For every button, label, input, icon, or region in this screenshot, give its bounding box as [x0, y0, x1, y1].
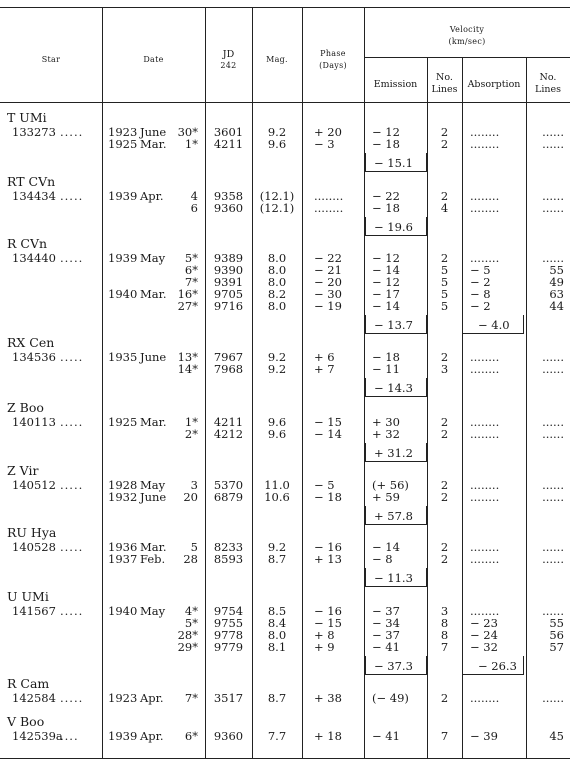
obs-absorption: ........ [470, 362, 500, 376]
obs-mag: 9.6 [267, 415, 287, 429]
obs-emission-lines: 5 [440, 263, 449, 277]
leader-dots: ..... [60, 415, 84, 429]
mean-emission: − 11.3 [374, 571, 413, 585]
obs-jd: 3601 [213, 125, 244, 139]
obs-mag: 7.7 [267, 729, 287, 743]
mean-absorption: − 26.3 [478, 659, 517, 673]
obs-phase: ........ [314, 189, 344, 203]
obs-emission: − 17 [372, 287, 400, 301]
obs-jd: 6879 [213, 490, 244, 504]
obs-day: 3 [190, 478, 198, 492]
obs-jd: 9391 [213, 275, 244, 289]
obs-emission-lines: 2 [440, 427, 449, 441]
obs-day: 16* [177, 287, 198, 301]
obs-year: 1925 [108, 137, 138, 151]
obs-emission: − 8 [372, 552, 393, 566]
obs-mag: 8.7 [267, 691, 287, 705]
obs-day: 30* [177, 125, 198, 139]
obs-emission-lines: 5 [440, 287, 449, 301]
obs-day: 6 [190, 201, 198, 215]
header-velocity-sub: (km/sec) [448, 37, 486, 46]
obs-absorption: ........ [470, 427, 500, 441]
obs-absorption-lines: ...... [542, 189, 564, 203]
obs-phase: + 7 [314, 362, 335, 376]
obs-month: May [140, 251, 166, 265]
obs-phase: − 16 [314, 540, 342, 554]
top-rule [0, 7, 570, 8]
mean-emission: − 14.3 [374, 381, 413, 395]
header-mag: Mag. [266, 55, 288, 64]
header-phase-sub: (Days) [319, 61, 347, 70]
obs-month: May [140, 478, 166, 492]
obs-emission-lines: 2 [440, 478, 449, 492]
obs-absorption: − 32 [470, 640, 498, 654]
obs-emission-lines: 4 [440, 201, 449, 215]
star-id: 134440 [12, 251, 56, 265]
leader-dots: ..... [60, 189, 84, 203]
obs-absorption-lines: 49 [549, 275, 564, 289]
obs-absorption-lines: 45 [549, 729, 564, 743]
leader-dots: ..... [60, 350, 84, 364]
leader-dots: .... [60, 729, 79, 743]
obs-month: Mar. [140, 540, 167, 554]
obs-day: 4* [184, 604, 198, 618]
star-id: 142539a [12, 729, 63, 743]
obs-month: June [140, 350, 167, 364]
obs-emission: − 18 [372, 350, 400, 364]
obs-phase: − 30 [314, 287, 342, 301]
obs-emission-lines: 2 [440, 350, 449, 364]
obs-jd: 8233 [213, 540, 244, 554]
star-name: V Boo [7, 714, 45, 729]
mean-emission: − 19.6 [374, 220, 413, 234]
leader-dots: ..... [60, 540, 84, 554]
header-phase: Phase [320, 49, 346, 58]
obs-phase: + 8 [314, 628, 335, 642]
obs-absorption: ........ [470, 350, 500, 364]
obs-month: Mar. [140, 287, 167, 301]
obs-phase: + 6 [314, 350, 335, 364]
obs-absorption-lines: ...... [542, 552, 564, 566]
obs-emission-lines: 2 [440, 251, 449, 265]
leader-dots: ..... [60, 691, 84, 705]
obs-emission: + 59 [372, 490, 400, 504]
obs-absorption: − 2 [470, 275, 491, 289]
obs-year: 1939 [108, 729, 138, 743]
obs-absorption-lines: 55 [549, 263, 564, 277]
obs-emission: (− 49) [372, 691, 409, 705]
leader-dots: ..... [60, 478, 84, 492]
header-nolines2-a: No. [539, 72, 557, 83]
obs-mag: (12.1) [259, 189, 295, 203]
obs-emission-lines: 2 [440, 691, 449, 705]
leader-dots: ..... [60, 604, 84, 618]
obs-absorption: ........ [470, 189, 500, 203]
star-name: RU Hya [7, 525, 57, 540]
obs-day: 5* [184, 251, 198, 265]
star-name: RT CVn [7, 174, 56, 189]
star-name: Z Vir [7, 463, 39, 478]
obs-absorption: − 23 [470, 616, 498, 630]
obs-absorption-lines: ...... [542, 201, 564, 215]
obs-phase: − 14 [314, 427, 342, 441]
leader-dots: ..... [60, 251, 84, 265]
obs-emission: − 34 [372, 616, 400, 630]
obs-month: Apr. [140, 691, 164, 705]
star-name: R Cam [7, 676, 50, 691]
col-rule-mag [302, 7, 303, 758]
obs-absorption-lines: ...... [542, 604, 564, 618]
obs-mag: 8.4 [267, 616, 287, 630]
obs-phase: − 15 [314, 415, 342, 429]
obs-day: 5* [184, 616, 198, 630]
obs-absorption: − 24 [470, 628, 498, 642]
obs-emission-lines: 8 [440, 628, 449, 642]
obs-day: 7* [184, 275, 198, 289]
obs-year: 1932 [108, 490, 138, 504]
obs-phase: − 21 [314, 263, 342, 277]
mean-absorption: − 4.0 [478, 318, 510, 332]
obs-jd: 9390 [213, 263, 244, 277]
obs-absorption-lines: ...... [542, 251, 564, 265]
obs-day: 7* [184, 691, 198, 705]
obs-day: 6* [184, 263, 198, 277]
star-id: 140528 [12, 540, 56, 554]
obs-jd: 9778 [213, 628, 244, 642]
obs-mag: 8.0 [267, 299, 287, 313]
obs-month: May [140, 604, 166, 618]
obs-absorption-lines: ...... [542, 415, 564, 429]
obs-emission-lines: 2 [440, 125, 449, 139]
bottom-rule [0, 758, 570, 759]
obs-month: June [140, 490, 167, 504]
obs-emission-lines: 7 [440, 640, 449, 654]
star-name: Z Boo [7, 400, 44, 415]
obs-jd: 3517 [213, 691, 244, 705]
star-name: RX Cen [7, 335, 55, 350]
obs-phase: − 5 [314, 478, 335, 492]
obs-absorption-lines: ...... [542, 137, 564, 151]
obs-mag: 9.2 [267, 362, 287, 376]
obs-mag: 8.1 [267, 640, 287, 654]
obs-mag: 10.6 [264, 490, 290, 504]
obs-emission: + 32 [372, 427, 400, 441]
obs-phase: ........ [314, 201, 344, 215]
obs-jd: 7967 [213, 350, 244, 364]
obs-mag: 9.6 [267, 427, 287, 441]
obs-emission: − 37 [372, 628, 400, 642]
header-jd: JD [222, 49, 235, 60]
obs-mag: 9.2 [267, 350, 287, 364]
obs-month: Apr. [140, 189, 164, 203]
obs-emission: − 11 [372, 362, 400, 376]
obs-emission-lines: 8 [440, 616, 449, 630]
header-star: Star [41, 55, 61, 64]
obs-year: 1935 [108, 350, 138, 364]
obs-day: 1* [184, 415, 198, 429]
obs-jd: 9360 [213, 729, 244, 743]
obs-emission: − 14 [372, 540, 400, 554]
obs-day: 5 [190, 540, 198, 554]
header-nolines1-b: Lines [431, 84, 458, 95]
obs-phase: + 13 [314, 552, 342, 566]
star-id: 141567 [12, 604, 56, 618]
obs-month: Mar. [140, 415, 167, 429]
obs-mag: 8.0 [267, 263, 287, 277]
obs-phase: + 9 [314, 640, 335, 654]
obs-month: Feb. [140, 552, 166, 566]
obs-absorption: − 39 [470, 729, 498, 743]
obs-jd: 9389 [213, 251, 244, 265]
obs-day: 13* [177, 350, 198, 364]
mean-emission: + 57.8 [374, 509, 413, 523]
obs-mag: 8.2 [267, 287, 287, 301]
obs-mag: 8.7 [267, 552, 287, 566]
obs-emission: − 12 [372, 275, 400, 289]
obs-phase: + 18 [314, 729, 342, 743]
obs-absorption: ........ [470, 201, 500, 215]
header-jd-sub: 242 [220, 61, 237, 70]
obs-day: 27* [177, 299, 198, 313]
header-emission: Emission [373, 79, 418, 90]
obs-absorption: − 2 [470, 299, 491, 313]
obs-jd: 8593 [213, 552, 244, 566]
obs-emission: (+ 56) [372, 478, 409, 492]
obs-phase: − 22 [314, 251, 342, 265]
obs-jd: 4212 [213, 427, 244, 441]
obs-absorption-lines: ...... [542, 125, 564, 139]
obs-absorption: ........ [470, 478, 500, 492]
obs-emission: − 22 [372, 189, 400, 203]
obs-emission-lines: 5 [440, 275, 449, 289]
obs-jd: 9360 [213, 201, 244, 215]
obs-month: Mar. [140, 137, 167, 151]
star-id: 140113 [12, 415, 56, 429]
obs-absorption-lines: 55 [549, 616, 564, 630]
obs-mag: 9.2 [267, 540, 287, 554]
obs-emission: − 41 [372, 729, 400, 743]
obs-emission: − 14 [372, 263, 400, 277]
obs-emission: − 12 [372, 125, 400, 139]
obs-year: 1940 [108, 604, 138, 618]
obs-jd: 9755 [213, 616, 244, 630]
obs-jd: 9779 [213, 640, 244, 654]
obs-absorption: ........ [470, 137, 500, 151]
obs-day: 29* [177, 640, 198, 654]
obs-day: 28 [183, 552, 198, 566]
obs-mag: 8.5 [267, 604, 287, 618]
obs-emission-lines: 7 [440, 729, 449, 743]
obs-year: 1936 [108, 540, 138, 554]
col-rule-nolines1 [462, 57, 463, 758]
mean-emission: − 37.3 [374, 659, 413, 673]
star-id: 133273 [12, 125, 56, 139]
mean-emission: − 13.7 [374, 318, 413, 332]
obs-mag: 9.6 [267, 137, 287, 151]
obs-jd: 4211 [213, 137, 244, 151]
obs-absorption: − 8 [470, 287, 491, 301]
obs-absorption-lines: 44 [549, 299, 564, 313]
obs-emission-lines: 3 [440, 604, 449, 618]
obs-mag: 8.0 [267, 275, 287, 289]
obs-year: 1940 [108, 287, 138, 301]
obs-absorption-lines: ...... [542, 691, 564, 705]
obs-phase: + 20 [314, 125, 342, 139]
obs-year: 1923 [108, 125, 138, 139]
star-name: T UMi [7, 110, 47, 125]
star-id: 140512 [12, 478, 56, 492]
obs-year: 1923 [108, 691, 138, 705]
obs-day: 2* [184, 427, 198, 441]
obs-phase: − 19 [314, 299, 342, 313]
header-nolines1-a: No. [436, 72, 453, 83]
obs-day: 4 [190, 189, 198, 203]
obs-jd: 7968 [213, 362, 244, 376]
obs-emission: − 18 [372, 137, 400, 151]
mean-emission: + 31.2 [374, 446, 413, 460]
obs-day: 14* [177, 362, 198, 376]
obs-absorption: ........ [470, 540, 500, 554]
obs-phase: − 18 [314, 490, 342, 504]
obs-year: 1937 [108, 552, 138, 566]
obs-emission: − 37 [372, 604, 400, 618]
obs-phase: − 3 [314, 137, 335, 151]
header-date: Date [143, 55, 164, 64]
mean-emission: − 15.1 [374, 156, 413, 170]
obs-day: 28* [177, 628, 198, 642]
obs-emission-lines: 2 [440, 415, 449, 429]
obs-mag: 11.0 [264, 478, 290, 492]
obs-year: 1939 [108, 251, 138, 265]
obs-year: 1928 [108, 478, 138, 492]
obs-year: 1925 [108, 415, 138, 429]
obs-jd: 4211 [213, 415, 244, 429]
obs-jd: 5370 [213, 478, 244, 492]
obs-emission: − 14 [372, 299, 400, 313]
col-rule-phase [364, 7, 365, 758]
obs-absorption-lines: ...... [542, 362, 564, 376]
obs-jd: 9705 [213, 287, 244, 301]
header-bottom-rule [0, 102, 570, 103]
star-name: U UMi [7, 589, 49, 604]
obs-mag: 8.0 [267, 251, 287, 265]
obs-emission-lines: 2 [440, 490, 449, 504]
velocity-subrule [365, 57, 570, 58]
obs-absorption: ........ [470, 604, 500, 618]
obs-month: Apr. [140, 729, 164, 743]
obs-jd: 9358 [213, 189, 244, 203]
obs-absorption-lines: ...... [542, 540, 564, 554]
obs-absorption: ........ [470, 415, 500, 429]
obs-month: June [140, 125, 167, 139]
obs-absorption-lines: 63 [549, 287, 564, 301]
obs-emission: − 41 [372, 640, 400, 654]
obs-phase: − 16 [314, 604, 342, 618]
leader-dots: ..... [60, 125, 84, 139]
obs-emission: + 30 [372, 415, 400, 429]
obs-absorption: ........ [470, 251, 500, 265]
obs-absorption: ........ [470, 125, 500, 139]
obs-absorption: ........ [470, 552, 500, 566]
obs-phase: + 38 [314, 691, 342, 705]
obs-mag: (12.1) [259, 201, 295, 215]
obs-absorption: ........ [470, 490, 500, 504]
star-name: R CVn [7, 236, 48, 251]
obs-emission-lines: 2 [440, 540, 449, 554]
obs-emission-lines: 2 [440, 552, 449, 566]
obs-jd: 9716 [213, 299, 244, 313]
obs-day: 1* [184, 137, 198, 151]
obs-emission-lines: 5 [440, 299, 449, 313]
obs-absorption-lines: ...... [542, 427, 564, 441]
obs-emission: − 18 [372, 201, 400, 215]
obs-day: 6* [184, 729, 198, 743]
obs-day: 20 [183, 490, 198, 504]
obs-phase: − 20 [314, 275, 342, 289]
obs-absorption: ........ [470, 691, 500, 705]
obs-absorption: − 5 [470, 263, 491, 277]
obs-jd: 9754 [213, 604, 244, 618]
star-id: 142584 [12, 691, 56, 705]
obs-mag: 8.0 [267, 628, 287, 642]
star-id: 134536 [12, 350, 56, 364]
obs-mag: 9.2 [267, 125, 287, 139]
obs-absorption-lines: 56 [549, 628, 564, 642]
obs-absorption-lines: ...... [542, 478, 564, 492]
header-nolines2-b: Lines [535, 84, 561, 95]
obs-absorption-lines: 57 [549, 640, 564, 654]
obs-year: 1939 [108, 189, 138, 203]
header-velocity: Velocity [449, 25, 485, 34]
obs-phase: − 15 [314, 616, 342, 630]
obs-emission-lines: 3 [440, 362, 449, 376]
obs-absorption-lines: ...... [542, 350, 564, 364]
header-absorption: Absorption [467, 79, 521, 90]
star-id: 134434 [12, 189, 56, 203]
obs-emission-lines: 2 [440, 137, 449, 151]
col-rule-star [102, 7, 103, 758]
obs-absorption-lines: ...... [542, 490, 564, 504]
obs-emission-lines: 2 [440, 189, 449, 203]
obs-emission: − 12 [372, 251, 400, 265]
